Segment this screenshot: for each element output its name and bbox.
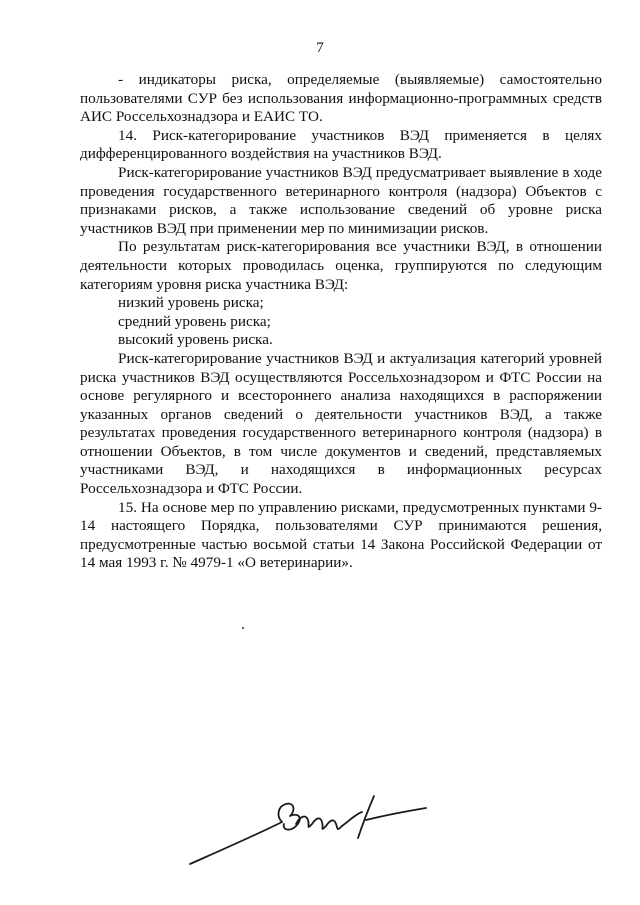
list-item-medium-risk: средний уровень риска; [118,312,271,330]
paragraph-14: 14. Риск-категорирование участников ВЭД применяется в целях дифференцированного воздействия на участников ВЭД. [80,126,602,163]
paragraph-categories-update: Риск-категорирование участников ВЭД и актуализация категорий уровней риска участников ВЭД осуществляются Россельхознадзором и ФТС России на основе регулярного и всестороннего анализа находящихся в распоряжении указанных органов сведений о деятельности участников ВЭД, а также результатах проведения государственного ветеринарного контроля (надзора) в отношении Объектов, в том числе документов и сведений, представляемых участниками ВЭД, и находящихся в информационных ресурсах Россельхознадзора и ФТС России. [80,349,602,498]
paragraph-risk-categorization: Риск-категорирование участников ВЭД предусматривает выявление в ходе проведения государственного ветеринарного контроля (надзора) Объектов с признаками рисков, а также использование сведений об уровне риска участников ВЭД при применении мер по минимизации рисков. [80,163,602,237]
list-item-high-risk: высокий уровень риска. [118,331,273,349]
stray-mark [242,627,244,629]
paragraph-15: 15. На основе мер по управлению рисками, предусмотренных пунктами 9-14 настоящего Порядка, пользователями СУР принимаются решения, предусмотренные частью восьмой статьи 14 Закона Российской Федерации от 14 мая 1993 г. № 4979-1 «О ветеринарии». [80,498,602,572]
paragraph-categorization-results: По результатам риск-категорирования все участники ВЭД, в отношении деятельности которых проводилась оценка, группируются по следующим категориям уровня риска участника ВЭД: [80,238,602,293]
page-number: 7 [316,40,324,56]
paragraph-risk-indicators: - индикаторы риска, определяемые (выявляемые) самостоятельно пользователями СУР без использования информационно-программных средств АИС Россельхознадзора и ЕАИС ТО. [80,71,602,126]
list-item-low-risk: низкий уровень риска; [118,294,264,312]
document-body [80,71,602,573]
handwritten-signature [186,778,432,868]
